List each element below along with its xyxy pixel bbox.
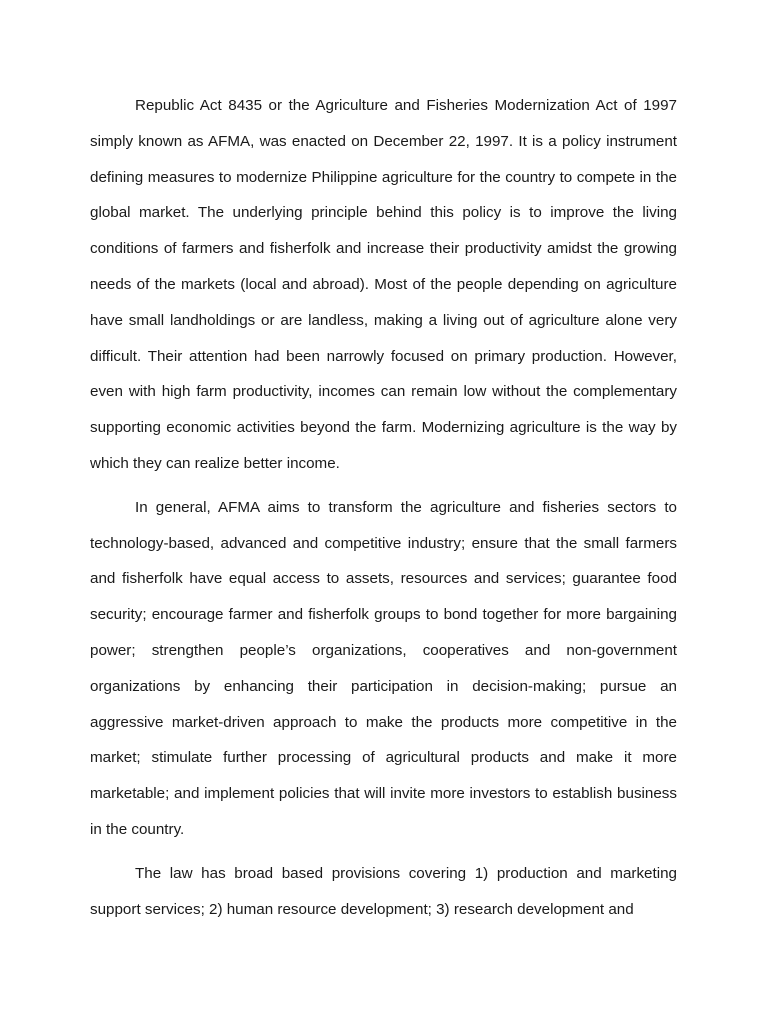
paragraph: Republic Act 8435 or the Agriculture and Fisheries Modernization Act of 1997 simply known as AFMA, was enacted on December 22, 1997. It is a policy instrument defining measures to modernize Philippine agriculture for the country to compete in the global market. The underlying principle behind this policy is to improve the living conditions of farmers and fisherfolk and increase their productivity amidst the growing needs of the markets (local and abroad). Most of the people depending on agriculture have small landholdings or are landless, making a living out of agriculture alone very difficult. Their attention had been narrowly focused on primary production. However, even with high farm productivity, incomes can remain low without the complementary supporting economic activities beyond the farm. Modernizing agriculture is the way by which they can realize better income. bbox=[90, 97, 677, 472]
document-body bbox=[90, 88, 677, 935]
paragraph: The law has broad based provisions covering 1) production and marketing support services; 2) human resource development; 3) research development and bbox=[90, 864, 677, 918]
paragraph: In general, AFMA aims to transform the agriculture and fisheries sectors to technology-based, advanced and competitive industry; ensure that the small farmers and fisherfolk have equal access to assets, resources and services; guarantee food security; encourage farmer and fisherfolk groups to bond together for more bargaining power; strengthen people’s organizations, cooperatives and non-government organizations by enhancing their participation in decision-making; pursue an aggressive market-driven approach to make the products more competitive in the market; stimulate further processing of agricultural products and make it more marketable; and implement policies that will invite more investors to establish business in the country. bbox=[90, 498, 677, 838]
